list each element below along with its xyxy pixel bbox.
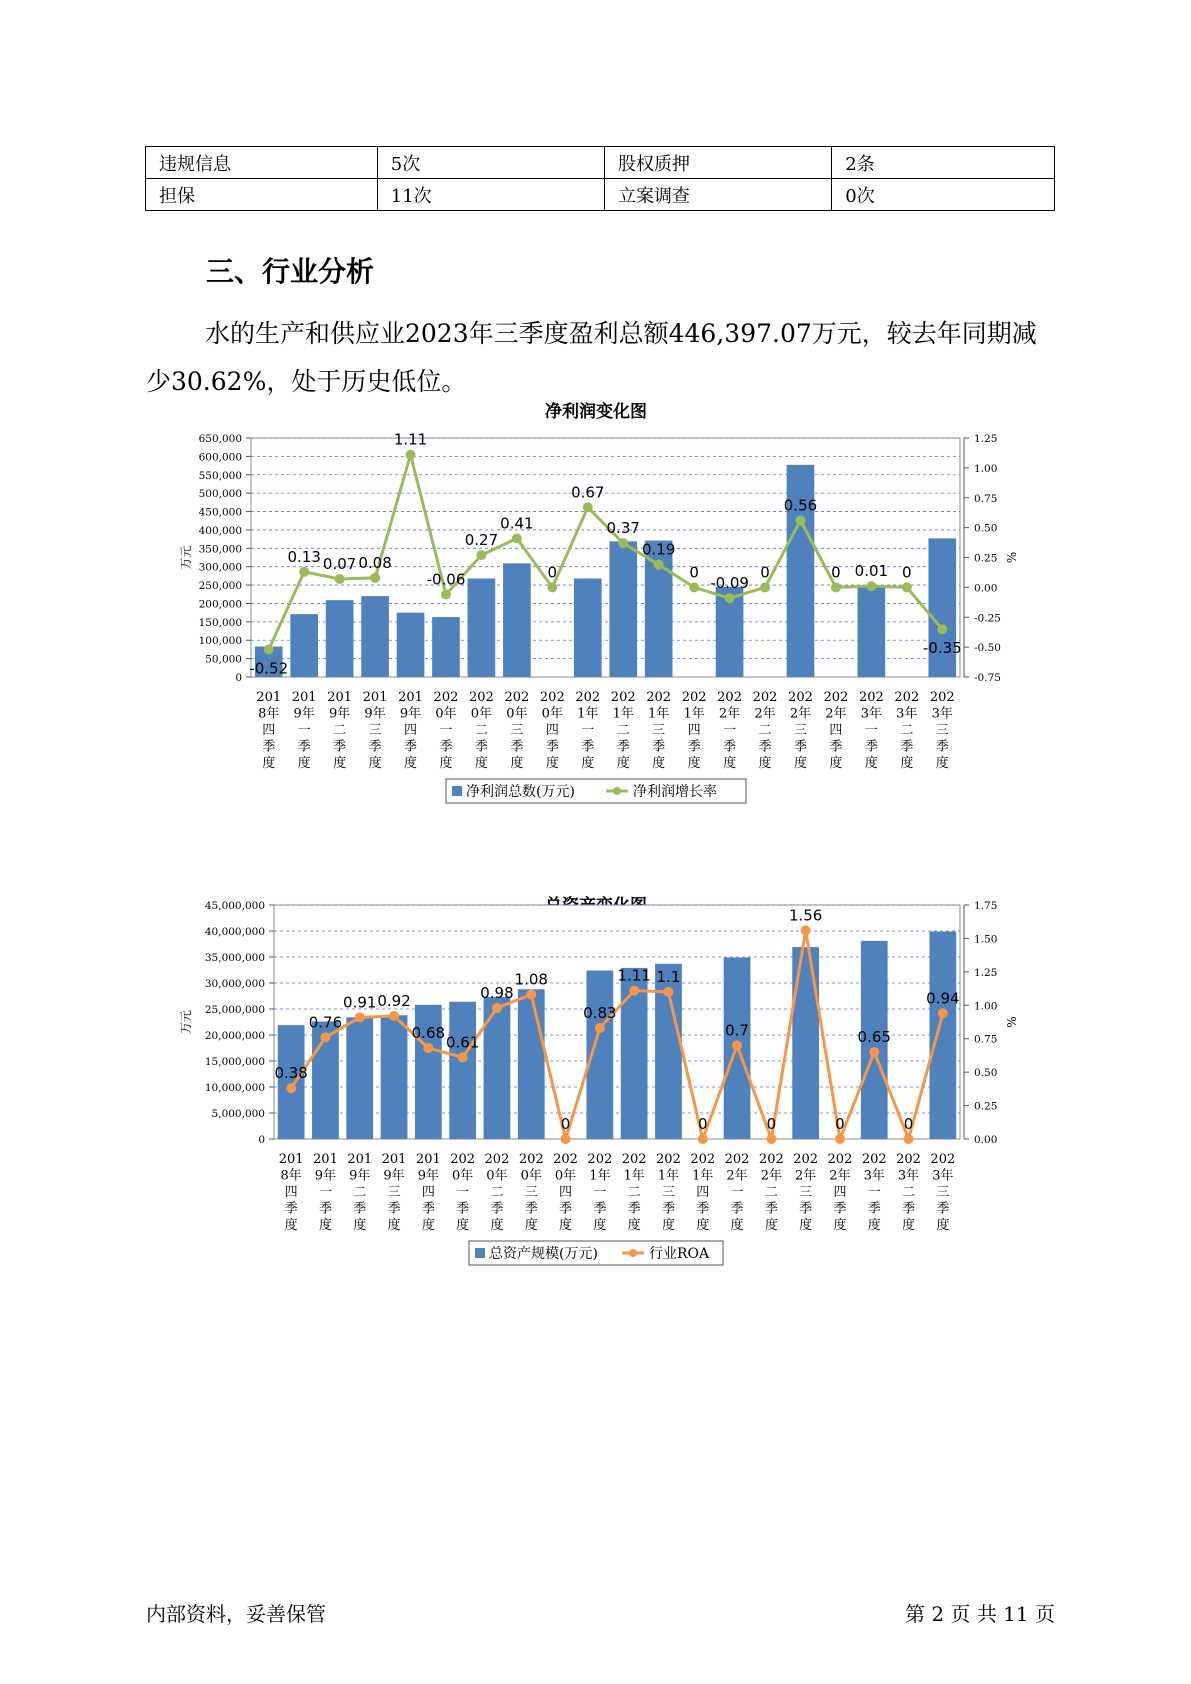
data-label: -0.06 xyxy=(426,570,466,589)
x-axis-tick-label: 201 9年三季度 xyxy=(381,1152,407,1233)
x-axis-tick-label: 202 2年四季度 xyxy=(827,1152,853,1233)
info-table-value: 5次 xyxy=(377,147,604,179)
data-point xyxy=(441,590,451,600)
x-axis-tick-label: 202 3年三季度 xyxy=(929,690,955,771)
info-table-row xyxy=(146,147,1055,179)
data-point xyxy=(766,1134,776,1144)
section-heading: 三、行业分析 xyxy=(206,255,375,288)
y2-axis-tick-label: 0.75 xyxy=(974,492,998,505)
x-axis-tick-label: 202 1年四季度 xyxy=(690,1152,716,1233)
chart-legend xyxy=(469,1241,723,1265)
x-axis-tick-label: 202 1年一季度 xyxy=(587,1152,613,1233)
y-axis-tick-label: 400,000 xyxy=(198,524,242,537)
data-point xyxy=(654,560,664,570)
bar xyxy=(397,613,425,677)
x-axis-tick-label: 202 1年三季度 xyxy=(656,1152,681,1233)
y2-axis-tick-label: -0.25 xyxy=(974,612,1001,625)
data-label: 0.07 xyxy=(322,555,357,574)
data-point xyxy=(320,1032,330,1042)
y2-axis-tick-label: 0.00 xyxy=(974,582,998,595)
data-label: 0 xyxy=(903,1115,914,1133)
y2-axis-tick-label: 0.50 xyxy=(974,1067,998,1080)
y-axis-tick-label: 30,000,000 xyxy=(204,978,265,990)
data-point xyxy=(423,1043,433,1053)
y-axis-tick-label: 100,000 xyxy=(198,635,242,648)
data-label: 0.37 xyxy=(606,519,640,538)
data-label: 1.56 xyxy=(788,906,823,925)
data-label: 0.98 xyxy=(480,983,514,1002)
total-assets-chart xyxy=(0,895,1191,1375)
data-label: 1.11 xyxy=(617,966,651,985)
data-point xyxy=(299,567,309,577)
x-axis-tick-label: 201 8年四季度 xyxy=(256,690,282,771)
info-table-value: 11次 xyxy=(377,179,604,211)
data-label: 1.08 xyxy=(514,970,548,989)
data-label: -0.09 xyxy=(710,574,749,593)
y-axis-tick-label: 35,000,000 xyxy=(204,952,265,964)
x-axis-tick-label: 201 9年四季度 xyxy=(415,1152,441,1233)
y2-axis-label: % xyxy=(1005,551,1019,564)
y2-axis-label: % xyxy=(1005,1016,1019,1028)
data-point xyxy=(526,990,536,1000)
data-label: 0 xyxy=(902,563,912,582)
info-table-label: 担保 xyxy=(146,179,378,211)
data-point xyxy=(937,624,947,634)
x-axis-tick-label: 201 9年二季度 xyxy=(327,690,353,771)
data-label: 0.94 xyxy=(926,989,960,1008)
y-axis-label: 万元 xyxy=(179,545,193,570)
data-label: 0.08 xyxy=(358,553,392,572)
y-axis-tick-label: 5,000,000 xyxy=(211,1108,265,1120)
y2-axis-tick-label: 0.25 xyxy=(974,1100,998,1113)
data-label: 0.13 xyxy=(287,547,321,566)
x-axis-tick-label: 202 1年二季度 xyxy=(621,1152,647,1233)
bar xyxy=(503,563,531,677)
y2-axis-tick-label: 1.00 xyxy=(974,462,998,475)
data-point xyxy=(938,1008,948,1018)
y-axis-tick-label: 45,000,000 xyxy=(204,900,265,912)
data-label: 0 xyxy=(560,1115,571,1133)
footer-page-number: 第 2 页 共 11 页 xyxy=(905,1602,1055,1626)
y2-axis-tick-label: 1.25 xyxy=(974,966,998,979)
data-label: 0.19 xyxy=(641,540,676,559)
y-axis-tick-label: 150,000 xyxy=(198,616,242,629)
total-assets-chart-svg xyxy=(0,895,1191,1375)
x-axis-tick-label: 202 1年三季度 xyxy=(646,690,672,771)
data-point xyxy=(904,1134,914,1144)
info-table-label: 股权质押 xyxy=(605,147,832,179)
y2-axis-tick-label: -0.50 xyxy=(974,642,1001,655)
x-axis-tick-label: 202 2年二季度 xyxy=(758,1152,784,1233)
net-profit-chart-svg xyxy=(0,395,1191,875)
data-label: 0 xyxy=(547,563,558,582)
data-label: 0.91 xyxy=(343,993,377,1012)
data-point xyxy=(866,581,876,591)
y-axis-tick-label: 50,000 xyxy=(205,653,242,666)
x-axis-tick-label: 202 2年三季度 xyxy=(793,1152,819,1233)
x-axis-tick-label: 202 0年二季度 xyxy=(469,690,494,771)
data-point xyxy=(835,1134,845,1144)
y-axis-tick-label: 40,000,000 xyxy=(204,926,265,938)
bar xyxy=(792,947,819,1139)
data-label: -0.52 xyxy=(249,659,289,678)
x-axis-tick-label: 202 2年三季度 xyxy=(788,690,813,771)
y2-axis-tick-label: 1.75 xyxy=(974,900,998,912)
data-label: 0 xyxy=(831,563,841,582)
data-point xyxy=(801,925,811,935)
data-label: 1.11 xyxy=(393,430,428,449)
x-axis-tick-label: 202 3年二季度 xyxy=(896,1152,921,1233)
bar xyxy=(381,1015,408,1139)
info-table-row xyxy=(146,179,1055,211)
footer-confidential-note: 内部资料，妥善保管 xyxy=(146,1602,326,1626)
data-point xyxy=(492,1003,502,1013)
info-table-value: 0次 xyxy=(832,179,1055,211)
data-point xyxy=(725,593,735,603)
x-axis-tick-label: 202 0年一季度 xyxy=(450,1152,476,1233)
bar xyxy=(468,578,496,677)
legend-swatch-bar xyxy=(475,1248,485,1258)
y-axis-tick-label: 450,000 xyxy=(198,506,242,519)
data-point xyxy=(795,515,805,525)
data-label: 0 xyxy=(766,1115,777,1133)
data-point xyxy=(370,573,380,583)
data-point xyxy=(286,1083,296,1093)
x-axis-tick-label: 201 9年一季度 xyxy=(291,690,317,771)
y-axis-tick-label: 250,000 xyxy=(198,580,242,593)
data-point xyxy=(698,1134,708,1144)
data-point xyxy=(512,533,522,543)
chart-legend xyxy=(446,779,746,803)
data-point xyxy=(476,550,486,560)
y-axis-tick-label: 650,000 xyxy=(198,433,242,445)
x-axis-tick-label: 202 0年三季度 xyxy=(518,1152,544,1233)
bar xyxy=(858,586,886,677)
info-table-label: 违规信息 xyxy=(146,147,378,179)
data-label: 0 xyxy=(835,1115,845,1133)
plot-area-frame xyxy=(274,905,960,1139)
bar xyxy=(346,1017,373,1139)
bar xyxy=(361,596,389,677)
bar xyxy=(518,989,545,1139)
x-axis-tick-label: 201 9年四季度 xyxy=(398,690,423,771)
data-point xyxy=(689,582,699,592)
x-axis-tick-label: 202 0年一季度 xyxy=(433,690,459,771)
bar xyxy=(326,600,354,677)
y2-axis-tick-label: 1.50 xyxy=(974,933,998,946)
y2-axis-tick-label: 1.00 xyxy=(974,1000,998,1013)
data-point xyxy=(760,582,770,592)
x-axis-tick-label: 202 1年一季度 xyxy=(575,690,601,771)
x-axis-tick-label: 202 0年四季度 xyxy=(553,1152,578,1233)
y2-axis-tick-label: 0.75 xyxy=(974,1033,998,1046)
x-axis-tick-label: 201 9年二季度 xyxy=(347,1152,373,1233)
data-point xyxy=(458,1052,468,1062)
info-table-value: 2条 xyxy=(832,147,1055,179)
y-axis-tick-label: 300,000 xyxy=(198,561,242,574)
x-axis-tick-label: 202 2年一季度 xyxy=(724,1152,750,1233)
legend-entry-bar: 总资产规模(万元) xyxy=(489,1246,598,1262)
data-label: 0.68 xyxy=(411,1024,446,1043)
data-point xyxy=(732,1040,742,1050)
y-axis-tick-label: 10,000,000 xyxy=(204,1082,265,1094)
bar xyxy=(432,617,460,677)
data-label: 0.76 xyxy=(308,1013,343,1032)
bar xyxy=(929,932,956,1139)
legend-swatch-bar xyxy=(452,786,462,796)
data-point xyxy=(595,1023,605,1033)
data-point xyxy=(869,1047,879,1057)
data-label: 0.56 xyxy=(783,496,818,515)
x-axis-tick-label: 202 2年二季度 xyxy=(752,690,778,771)
plot-area-frame xyxy=(251,438,960,677)
y-axis-tick-label: 500,000 xyxy=(198,488,242,501)
chart-title: 净利润变化图 xyxy=(545,402,647,422)
data-label: 0 xyxy=(697,1115,708,1133)
bar xyxy=(609,541,637,677)
x-axis-tick-label: 202 3年三季度 xyxy=(930,1152,956,1233)
data-point xyxy=(831,582,841,592)
x-axis-tick-label: 202 1年四季度 xyxy=(681,690,707,771)
data-label: 0.67 xyxy=(571,483,605,502)
data-point xyxy=(355,1012,365,1022)
x-axis-tick-label: 202 3年一季度 xyxy=(858,690,884,771)
bar xyxy=(574,578,602,677)
x-axis-tick-label: 202 2年四季度 xyxy=(823,690,849,771)
y-axis-tick-label: 200,000 xyxy=(198,598,242,611)
data-point xyxy=(406,450,416,460)
data-point xyxy=(629,986,639,996)
x-axis-tick-label: 201 9年一季度 xyxy=(313,1152,338,1233)
data-point xyxy=(618,538,628,548)
y-axis-tick-label: 20,000,000 xyxy=(204,1030,265,1042)
bar xyxy=(290,614,318,677)
data-label: 0.83 xyxy=(583,1004,617,1023)
data-point xyxy=(902,582,912,592)
y-axis-tick-label: 0 xyxy=(235,672,242,684)
data-point xyxy=(547,582,557,592)
data-label: 0.7 xyxy=(725,1021,749,1040)
y-axis-tick-label: 25,000,000 xyxy=(204,1004,265,1016)
y2-axis-tick-label: 0.25 xyxy=(974,552,998,565)
y-axis-tick-label: 0 xyxy=(258,1134,265,1146)
x-axis-tick-label: 202 0年三季度 xyxy=(504,690,530,771)
industry-analysis-paragraph xyxy=(146,310,1056,406)
legend-entry-line: 行业ROA xyxy=(649,1246,710,1262)
bar xyxy=(484,997,511,1139)
info-table-label: 立案调查 xyxy=(605,179,832,211)
x-axis-tick-label: 202 1年二季度 xyxy=(610,690,636,771)
legend-swatch-marker xyxy=(613,787,621,795)
x-axis-tick-label: 202 0年四季度 xyxy=(539,690,565,771)
data-point xyxy=(583,502,593,512)
data-label: 0.41 xyxy=(500,514,534,533)
y-axis-tick-label: 600,000 xyxy=(198,451,242,464)
risk-info-table xyxy=(145,146,1055,211)
y2-axis-tick-label: 0.50 xyxy=(974,522,998,535)
data-point xyxy=(663,987,673,997)
legend-entry-bar: 净利润总数(万元) xyxy=(466,784,575,800)
data-point xyxy=(264,645,274,655)
y-axis-tick-label: 550,000 xyxy=(198,469,242,482)
y2-axis-tick-label: 0.00 xyxy=(974,1134,998,1146)
data-label: 0.65 xyxy=(857,1028,891,1047)
x-axis-tick-label: 201 9年三季度 xyxy=(362,690,388,771)
data-label: -0.35 xyxy=(922,639,962,658)
y2-axis-tick-label: 1.25 xyxy=(974,433,998,445)
data-label: 0.92 xyxy=(377,991,411,1010)
y-axis-label: 万元 xyxy=(179,1009,193,1035)
y2-axis-tick-label: -0.75 xyxy=(974,672,1001,684)
x-axis-tick-label: 202 3年一季度 xyxy=(861,1152,887,1233)
data-label: 1.1 xyxy=(656,967,681,986)
data-label: 0.61 xyxy=(445,1033,480,1052)
data-label: 0.27 xyxy=(464,531,499,550)
legend-entry-line: 净利润增长率 xyxy=(633,784,717,800)
legend-swatch-marker xyxy=(629,1249,637,1257)
data-point xyxy=(335,574,345,584)
data-point xyxy=(389,1011,399,1021)
x-axis-tick-label: 202 3年二季度 xyxy=(894,690,920,771)
data-label: 0.01 xyxy=(854,562,889,581)
data-label: 0.38 xyxy=(274,1064,308,1083)
x-axis-tick-label: 202 0年二季度 xyxy=(484,1152,510,1233)
data-point xyxy=(561,1134,571,1144)
net-profit-chart xyxy=(0,395,1191,875)
data-label: 0 xyxy=(689,563,699,582)
data-label: 0 xyxy=(760,563,770,582)
x-axis-tick-label: 202 2年一季度 xyxy=(717,690,742,771)
x-axis-tick-label: 201 8年四季度 xyxy=(278,1152,304,1233)
bar xyxy=(449,1002,476,1139)
y-axis-tick-label: 350,000 xyxy=(198,543,242,556)
y-axis-tick-label: 15,000,000 xyxy=(204,1056,265,1068)
paragraph-text: 水的生产和供应业2023年三季度盈利总额446,397.07万元，较去年同期减少30.62%，处于历史低位。 xyxy=(146,319,1037,396)
